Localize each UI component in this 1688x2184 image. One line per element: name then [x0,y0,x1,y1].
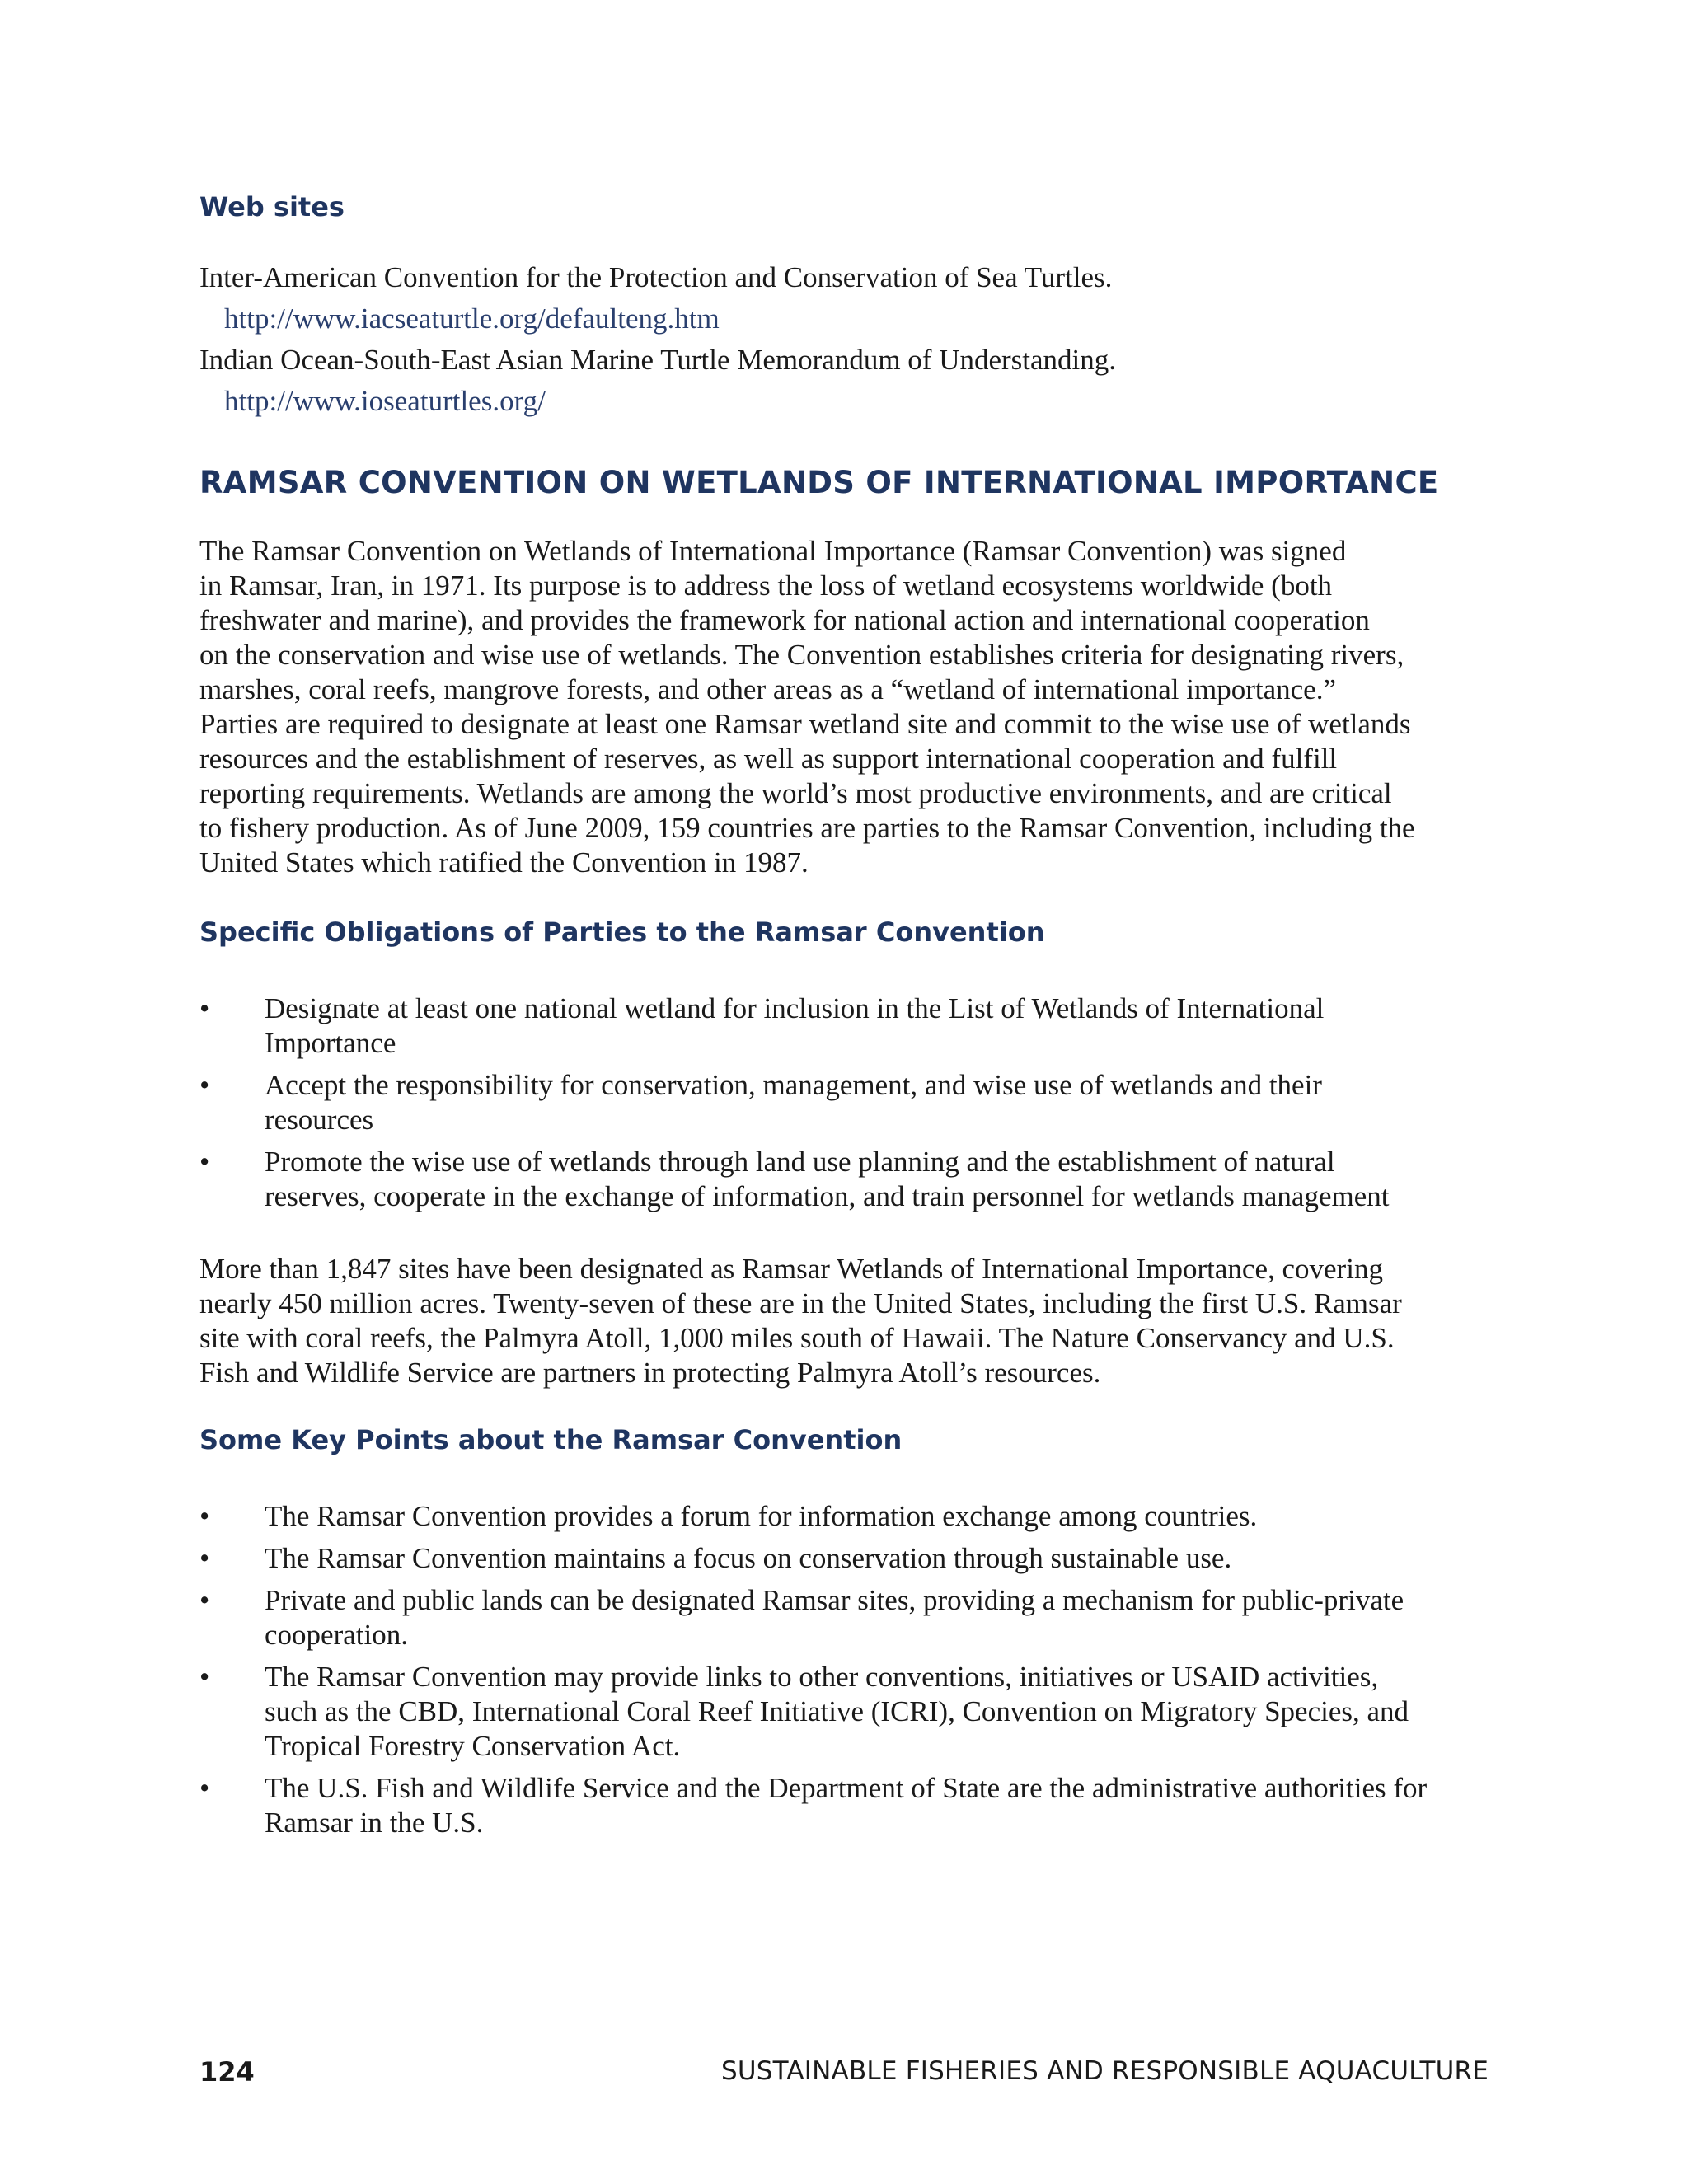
bullet-icon: • [199,992,210,1024]
list-item: • The Ramsar Convention maintains a focus on conservation through sustainable use. [199,1542,1232,1574]
list-item: • The Ramsar Convention may provide links to other conventions, initiatives or USAID activities, such as the CBD, International Coral Reef Initiative (ICRI), Convention on Migratory Species, and Tropical Forestry Conservation Act. [199,1661,1409,1762]
paragraph-line: The Ramsar Convention on Wetlands of International Importance (Ramsar Convention) was signed [199,535,1347,567]
obligations-heading: Specific Obligations of Parties to the Ramsar Convention [199,916,1045,948]
ramsar-heading: RAMSAR CONVENTION ON WETLANDS OF INTERNATIONAL IMPORTANCE [199,465,1439,500]
list-item: • Private and public lands can be designated Ramsar sites, providing a mechanism for public-private cooperation. [199,1584,1404,1651]
web-sites-heading: Web sites [199,191,345,223]
key-points-list [199,1499,1493,1848]
web-sites-list [199,260,1493,419]
paragraph-line: nearly 450 million acres. Twenty-seven of these are in the United States, including the first U.S. Ramsar [199,1287,1402,1319]
publication-title: SUSTAINABLE FISHERIES AND RESPONSIBLE AQUACULTURE [721,2056,1489,2086]
list-item: • Promote the wise use of wetlands through land use planning and the establishment of natural reserves, cooperate in the exchange of information, and train personnel for wetlands management [199,1146,1390,1212]
list-item: • The U.S. Fish and Wildlife Service and the Department of State are the administrative authorities for Ramsar in the U.S. [199,1772,1428,1839]
list-item: • Accept the responsibility for conservation, management, and wise use of wetlands and their resources [199,1069,1322,1136]
key-points-heading: Some Key Points about the Ramsar Convention [199,1424,903,1455]
bullet-icon: • [199,1542,210,1574]
list-item: • Designate at least one national wetland for inclusion in the List of Wetlands of International Importance [199,992,1325,1059]
web-site-link[interactable]: http://www.iacseaturtle.org/defaulteng.htm [224,302,720,335]
web-site-title: Inter-American Convention for the Protection and Conservation of Sea Turtles. [199,261,1113,293]
web-site-link[interactable]: http://www.ioseaturtles.org/ [224,385,546,417]
paragraph-line: freshwater and marine), and provides the framework for national action and international cooperation [199,604,1370,636]
ramsar-intro-paragraph [199,534,1493,880]
paragraph-line: in Ramsar, Iran, in 1971. Its purpose is to address the loss of wetland ecosystems worldwide (both [199,569,1333,602]
paragraph-line: Parties are required to designate at least one Ramsar wetland site and commit to the wise use of wetlands [199,708,1411,740]
bullet-icon: • [199,1069,210,1101]
list-item: • The Ramsar Convention provides a forum for information exchange among countries. [199,1500,1258,1532]
paragraph-line: United States which ratified the Convention in 1987. [199,846,809,879]
paragraph-line: marshes, coral reefs, mangrove forests, and other areas as a “wetland of international importance.” [199,673,1336,705]
bullet-icon: • [199,1661,210,1693]
bullet-icon: • [199,1146,210,1178]
bullet-icon: • [199,1584,210,1616]
paragraph-line: More than 1,847 sites have been designated as Ramsar Wetlands of International Importance, covering [199,1253,1383,1285]
paragraph-line: to fishery production. As of June 2009, 159 countries are parties to the Ramsar Convention, including the [199,812,1415,844]
paragraph-line: resources and the establishment of reserves, as well as support international cooperation and fulfill [199,743,1338,775]
obligations-list [199,991,1493,1221]
paragraph-line: site with coral reefs, the Palmyra Atoll, 1,000 miles south of Hawaii. The Nature Conservancy and U.S. [199,1322,1395,1354]
paragraph-line: Fish and Wildlife Service are partners in protecting Palmyra Atoll’s resources. [199,1357,1101,1389]
paragraph-line: reporting requirements. Wetlands are among the world’s most productive environments, and are critical [199,777,1392,809]
ramsar-sites-paragraph [199,1252,1493,1390]
web-site-title: Indian Ocean-South-East Asian Marine Turtle Memorandum of Understanding. [199,344,1117,376]
page-number: 124 [199,2056,255,2088]
bullet-icon: • [199,1500,210,1532]
bullet-icon: • [199,1772,210,1804]
paragraph-line: on the conservation and wise use of wetlands. The Convention establishes criteria for designating rivers, [199,639,1404,671]
